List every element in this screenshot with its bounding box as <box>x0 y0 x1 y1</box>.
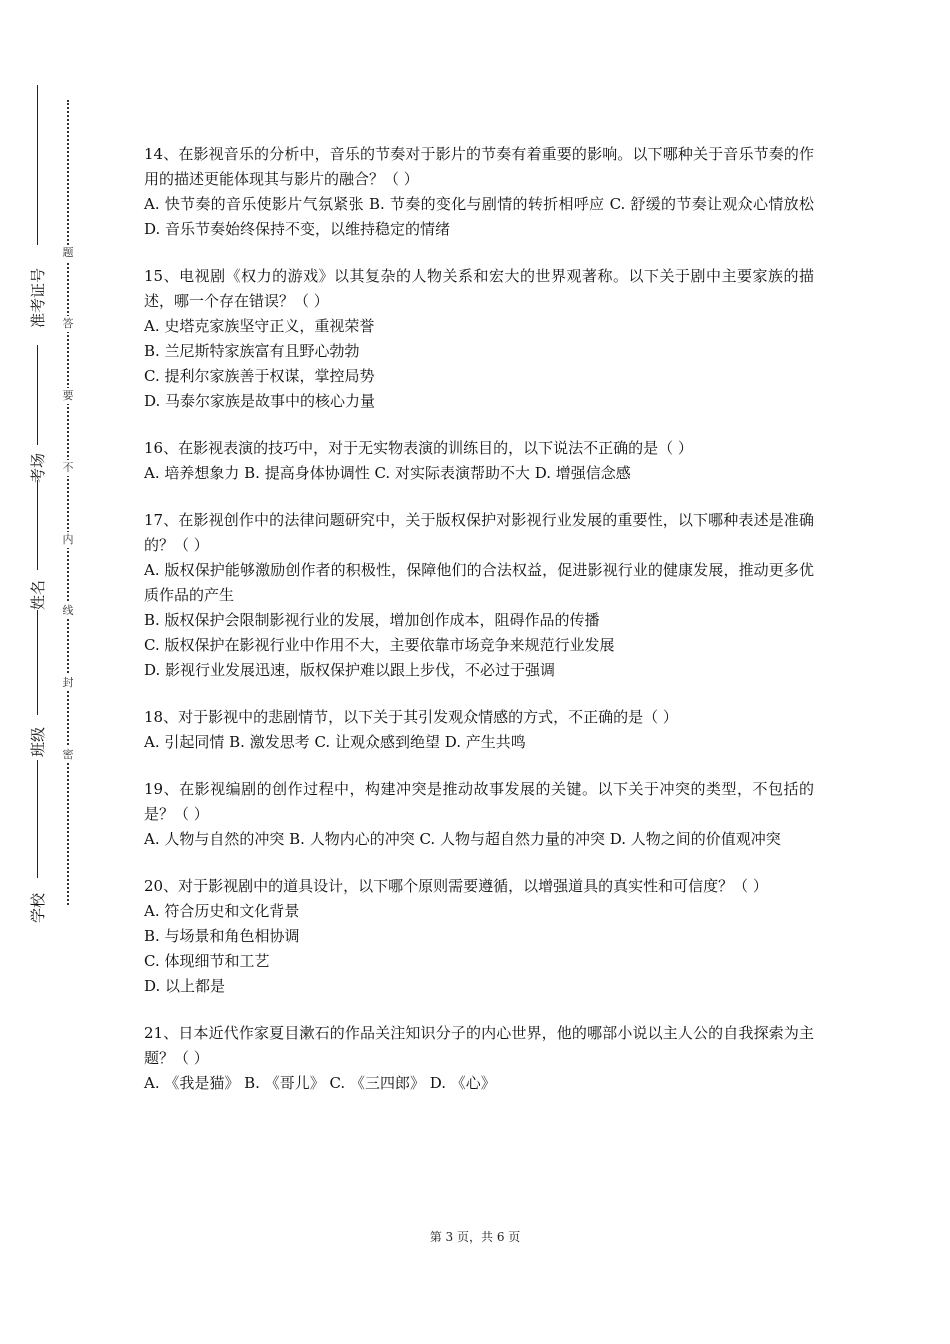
question-list <box>144 142 814 1118</box>
question-stem: 21、日本近代作家夏目漱石的作品关注知识分子的内心世界，他的哪部小说以主人公的自我探索为主题？（ ） <box>144 1024 814 1067</box>
exam-room-label: 考场 <box>28 453 47 484</box>
question-17 <box>144 508 814 683</box>
question-stem: 16、在影视表演的技巧中，对于无实物表演的训练目的，以下说法不正确的是（ ） <box>144 439 693 457</box>
seal-char: 封 <box>60 675 76 691</box>
question-options: A. 《我是猫》 B. 《哥儿》 C. 《三四郎》 D. 《心》 <box>144 1074 496 1092</box>
question-16 <box>144 436 814 486</box>
seal-char: 要 <box>60 388 76 404</box>
question-stem: 19、在影视编剧的创作过程中，构建冲突是推动故事发展的关键。以下关于冲突的类型，不包括的是？（ ） <box>144 780 814 823</box>
question-20 <box>144 874 814 999</box>
exam-number-line <box>37 85 38 245</box>
option-b: B. 与场景和角色相协调 <box>144 927 300 945</box>
option-b: B. 兰尼斯特家族富有且野心勃勃 <box>144 342 360 360</box>
question-options: A. 人物与自然的冲突 B. 人物内心的冲突 C. 人物与超自然力量的冲突 D. 人物之间的价值观冲突 <box>144 830 781 848</box>
class-line <box>37 610 38 715</box>
option-b: B. 版权保护会限制影视行业的发展，增加创作成本，阻碍作品的传播 <box>144 611 600 629</box>
question-stem: 18、对于影视中的悲剧情节，以下关于其引发观众情感的方式，不正确的是（ ） <box>144 708 678 726</box>
option-a: A. 符合历史和文化背景 <box>144 902 300 920</box>
question-options: A. 培养想象力 B. 提高身体协调性 C. 对实际表演帮助不大 D. 增强信念感 <box>144 464 631 482</box>
option-d: D. 影视行业发展迅速，版权保护难以跟上步伐，不必过于强调 <box>144 661 556 679</box>
seal-char: 线 <box>60 603 76 619</box>
question-14 <box>144 142 814 242</box>
exam-room-line <box>37 345 38 445</box>
name-label: 姓名 <box>28 580 47 611</box>
option-a: A. 版权保护能够激励创作者的积极性，保障他们的合法权益，促进影视行业的健康发展，推动更多优质作品的产生 <box>144 561 814 604</box>
question-stem: 15、电视剧《权力的游戏》以其复杂的人物关系和宏大的世界观著称。以下关于剧中主要家族的描述，哪一个存在错误？（ ） <box>144 267 814 310</box>
question-21 <box>144 1021 814 1096</box>
seal-char: 内 <box>60 532 76 548</box>
option-c: C. 版权保护在影视行业中作用不大，主要依靠市场竞争来规范行业发展 <box>144 636 615 654</box>
option-d: D. 马泰尔家族是故事中的核心力量 <box>144 392 376 410</box>
option-c: C. 提利尔家族善于权谋，掌控局势 <box>144 367 375 385</box>
option-c: C. 体现细节和工艺 <box>144 952 270 970</box>
question-stem: 14、在影视音乐的分析中，音乐的节奏对于影片的节奏有着重要的影响。以下哪种关于音乐节奏的作用的描述更能体现其与影片的融合？（ ） <box>144 145 814 188</box>
seal-char: 密 <box>60 747 76 763</box>
seal-dotted-line <box>67 100 69 905</box>
seal-char: 不 <box>60 460 76 476</box>
page-number: 第 3 页，共 6 页 <box>429 1230 521 1244</box>
seal-char: 题 <box>60 245 76 261</box>
question-18 <box>144 705 814 755</box>
exam-number-label: 准考证号 <box>28 267 47 328</box>
question-options: A. 引起同情 B. 激发思考 C. 让观众感到绝望 D. 产生共鸣 <box>144 733 526 751</box>
option-d: D. 以上都是 <box>144 977 226 995</box>
option-a: A. 史塔克家族坚守正义，重视荣誉 <box>144 317 375 335</box>
question-19 <box>144 777 814 852</box>
question-stem: 20、对于影视剧中的道具设计，以下哪个原则需要遵循，以增强道具的真实性和可信度？（ ） <box>144 877 768 895</box>
question-15 <box>144 264 814 414</box>
class-label: 班级 <box>28 727 47 758</box>
question-options: A. 快节奏的音乐使影片气氛紧张 B. 节奏的变化与剧情的转折相呼应 C. 舒缓的节奏让观众心情放松 D. 音乐节奏始终保持不变，以维持稳定的情绪 <box>144 195 814 238</box>
seal-char: 答 <box>60 316 76 332</box>
question-stem: 17、在影视创作中的法律问题研究中，关于版权保护对影视行业发展的重要性，以下哪种表述是准确的？（ ） <box>144 511 814 554</box>
school-line <box>37 760 38 878</box>
school-label: 学校 <box>28 893 47 924</box>
name-line <box>37 480 38 570</box>
